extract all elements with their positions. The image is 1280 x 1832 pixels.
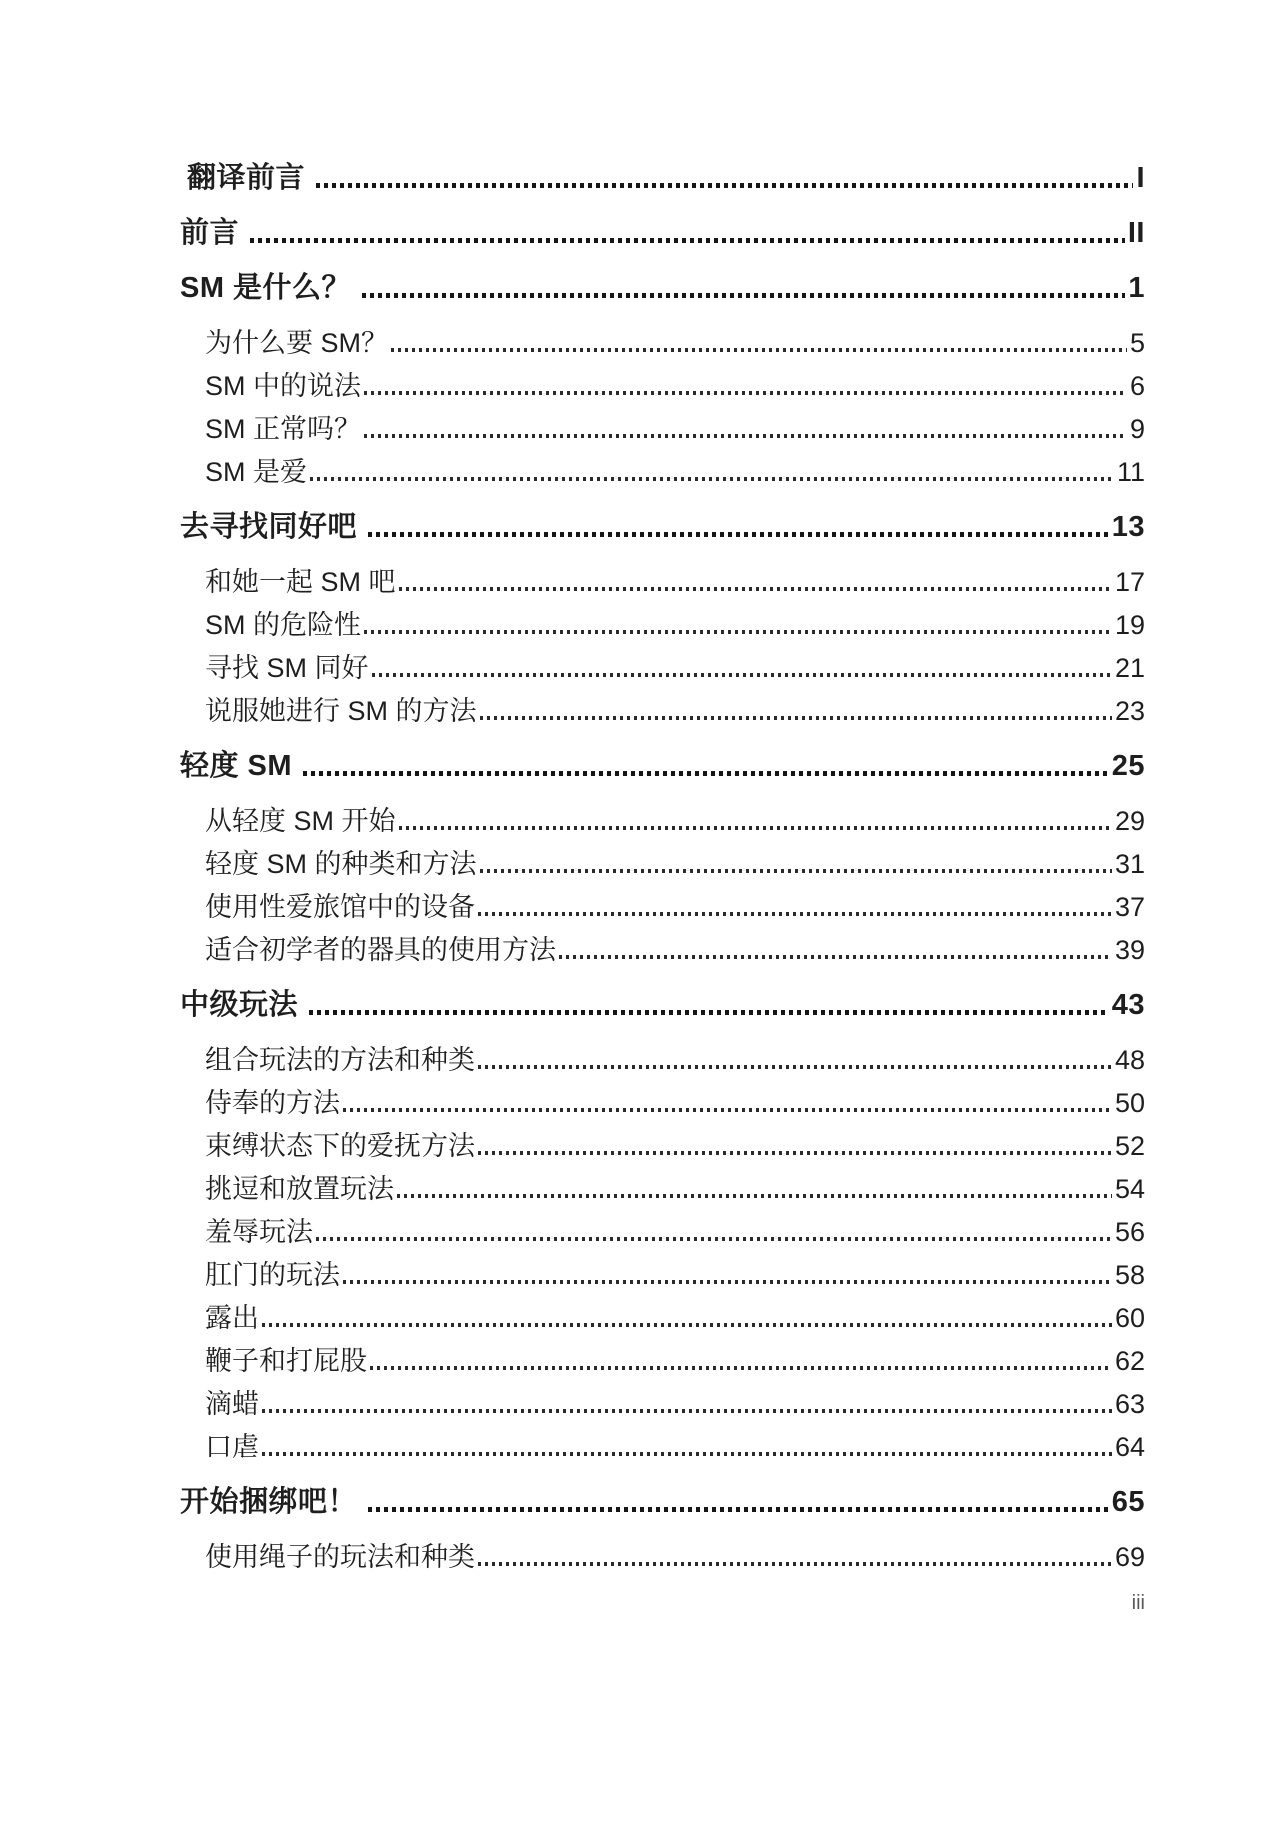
toc-entry-page-number: 62 xyxy=(1114,1346,1145,1376)
dot-leader xyxy=(480,716,1112,720)
toc-entry-label: 羞辱玩法 xyxy=(205,1217,313,1247)
toc-entry-page-number: 11 xyxy=(1116,457,1145,487)
toc-entry-label: 去寻找同好吧 xyxy=(180,511,358,543)
dot-leader xyxy=(343,1108,1112,1112)
toc-entry-label: 开始捆绑吧！ xyxy=(180,1486,358,1518)
toc-entry-13[interactable] xyxy=(180,751,1145,781)
dot-leader xyxy=(559,955,1112,959)
toc-entry-page-number: I xyxy=(1136,162,1145,194)
toc-entry-page-number: 1 xyxy=(1128,272,1145,304)
toc-entry-page-number: 17 xyxy=(1114,567,1145,597)
dot-leader xyxy=(250,238,1125,243)
dot-leader xyxy=(391,348,1127,352)
toc-entry-label: SM 是爱 xyxy=(205,457,308,487)
toc-entry-label: 露出 xyxy=(205,1303,259,1333)
toc-entry-label: SM 正常吗？ xyxy=(205,414,362,444)
toc-entry-14[interactable] xyxy=(180,806,1145,836)
toc-entry-18[interactable] xyxy=(180,990,1145,1020)
toc-entry-8[interactable] xyxy=(180,512,1145,542)
toc-entry-page-number: 25 xyxy=(1111,750,1145,782)
toc-entry-label: 寻找 SM 同好 xyxy=(205,653,369,683)
toc-entry-label: 轻度 SM xyxy=(180,750,293,782)
toc-entry-page-number: 65 xyxy=(1111,1486,1145,1518)
dot-leader xyxy=(310,477,1114,481)
dot-leader xyxy=(316,183,1133,188)
dot-leader xyxy=(397,1194,1112,1198)
dot-leader xyxy=(370,1366,1112,1370)
toc-entry-22[interactable] xyxy=(180,1174,1145,1204)
toc-entry-3[interactable] xyxy=(180,273,1145,303)
dot-leader xyxy=(478,1562,1112,1566)
toc-entry-12[interactable] xyxy=(180,696,1145,726)
toc-entry-page-number: 39 xyxy=(1114,935,1145,965)
toc-entry-5[interactable] xyxy=(180,371,1145,401)
dot-leader xyxy=(478,1065,1112,1069)
dot-leader xyxy=(478,912,1112,916)
dot-leader xyxy=(399,826,1112,830)
toc-entry-30[interactable] xyxy=(180,1542,1145,1572)
toc-entry-page-number: 6 xyxy=(1129,371,1145,401)
table-of-contents xyxy=(180,138,1145,1585)
toc-entry-1[interactable] xyxy=(180,163,1145,193)
dot-leader xyxy=(364,630,1112,634)
toc-entry-7[interactable] xyxy=(180,457,1145,487)
toc-entry-label: 使用绳子的玩法和种类 xyxy=(205,1542,475,1572)
toc-entry-26[interactable] xyxy=(180,1346,1145,1376)
toc-entry-label: 鞭子和打屁股 xyxy=(205,1346,367,1376)
dot-leader xyxy=(262,1452,1112,1456)
toc-entry-label: 说服她进行 SM 的方法 xyxy=(205,696,477,726)
toc-entry-page-number: 43 xyxy=(1111,989,1145,1021)
toc-entry-label: 和她一起 SM 吧 xyxy=(205,567,396,597)
toc-entry-20[interactable] xyxy=(180,1088,1145,1118)
toc-entry-9[interactable] xyxy=(180,567,1145,597)
toc-entry-label: SM 的危险性 xyxy=(205,610,362,640)
dot-leader xyxy=(480,869,1112,873)
toc-entry-label: 使用性爱旅馆中的设备 xyxy=(205,892,475,922)
dot-leader xyxy=(364,391,1127,395)
toc-entry-label: 挑逗和放置玩法 xyxy=(205,1174,394,1204)
toc-entry-page-number: 5 xyxy=(1129,328,1145,358)
toc-entry-page-number: 21 xyxy=(1114,653,1145,683)
toc-entry-10[interactable] xyxy=(180,610,1145,640)
toc-entry-label: 束缚状态下的爱抚方法 xyxy=(205,1131,475,1161)
toc-entry-page-number: 23 xyxy=(1114,696,1145,726)
dot-leader xyxy=(399,587,1112,591)
toc-entry-page-number: 29 xyxy=(1114,806,1145,836)
toc-entry-label: SM 中的说法 xyxy=(205,371,362,401)
dot-leader xyxy=(478,1151,1112,1155)
toc-entry-label: 适合初学者的器具的使用方法 xyxy=(205,935,556,965)
dot-leader xyxy=(262,1323,1112,1327)
toc-entry-15[interactable] xyxy=(180,849,1145,879)
toc-entry-page-number: 50 xyxy=(1114,1088,1145,1118)
dot-leader xyxy=(303,771,1109,776)
toc-entry-page-number: 9 xyxy=(1129,414,1145,444)
toc-entry-label: 肛门的玩法 xyxy=(205,1260,340,1290)
toc-entry-25[interactable] xyxy=(180,1303,1145,1333)
toc-entry-page-number: 56 xyxy=(1114,1217,1145,1247)
toc-entry-19[interactable] xyxy=(180,1045,1145,1075)
toc-entry-28[interactable] xyxy=(180,1432,1145,1462)
dot-leader xyxy=(343,1280,1112,1284)
toc-entry-4[interactable] xyxy=(180,328,1145,358)
toc-entry-page-number: 60 xyxy=(1114,1303,1145,1333)
toc-entry-page-number: 19 xyxy=(1114,610,1145,640)
dot-leader xyxy=(262,1409,1112,1413)
dot-leader xyxy=(368,1507,1109,1512)
toc-entry-2[interactable] xyxy=(180,218,1145,248)
toc-entry-page-number: 31 xyxy=(1114,849,1145,879)
dot-leader xyxy=(368,532,1109,537)
toc-entry-label: 从轻度 SM 开始 xyxy=(205,806,396,836)
toc-entry-16[interactable] xyxy=(180,892,1145,922)
toc-entry-17[interactable] xyxy=(180,935,1145,965)
toc-entry-label: 为什么要 SM？ xyxy=(205,328,389,358)
toc-entry-label: 前言 xyxy=(180,217,240,249)
toc-entry-29[interactable] xyxy=(180,1487,1145,1517)
dot-leader xyxy=(309,1010,1109,1015)
toc-entry-page-number: 69 xyxy=(1114,1542,1145,1572)
toc-entry-label: 口虐 xyxy=(205,1432,259,1462)
toc-entry-6[interactable] xyxy=(180,414,1145,444)
page-footer-number: iii xyxy=(1131,1592,1145,1614)
toc-entry-label: 滴蜡 xyxy=(205,1389,259,1419)
toc-entry-page-number: 58 xyxy=(1114,1260,1145,1290)
dot-leader xyxy=(372,673,1112,677)
dot-leader xyxy=(362,293,1125,298)
toc-entry-page-number: 37 xyxy=(1114,892,1145,922)
toc-entry-label: 中级玩法 xyxy=(180,989,299,1021)
toc-entry-label: 组合玩法的方法和种类 xyxy=(205,1045,475,1075)
toc-entry-page-number: 13 xyxy=(1111,511,1145,543)
dot-leader xyxy=(364,434,1127,438)
toc-entry-23[interactable] xyxy=(180,1217,1145,1247)
toc-entry-label: 翻译前言 xyxy=(187,162,306,194)
toc-entry-24[interactable] xyxy=(180,1260,1145,1290)
toc-entry-27[interactable] xyxy=(180,1389,1145,1419)
toc-entry-11[interactable] xyxy=(180,653,1145,683)
toc-entry-page-number: 54 xyxy=(1114,1174,1145,1204)
dot-leader xyxy=(316,1237,1112,1241)
toc-entry-label: 轻度 SM 的种类和方法 xyxy=(205,849,477,879)
toc-entry-page-number: 64 xyxy=(1114,1432,1145,1462)
toc-entry-page-number: 63 xyxy=(1114,1389,1145,1419)
toc-entry-page-number: 48 xyxy=(1114,1045,1145,1075)
toc-entry-label: SM 是什么？ xyxy=(180,272,352,304)
toc-entry-page-number: 52 xyxy=(1114,1131,1145,1161)
toc-entry-21[interactable] xyxy=(180,1131,1145,1161)
toc-entry-page-number: II xyxy=(1127,217,1145,249)
toc-entry-label: 侍奉的方法 xyxy=(205,1088,340,1118)
